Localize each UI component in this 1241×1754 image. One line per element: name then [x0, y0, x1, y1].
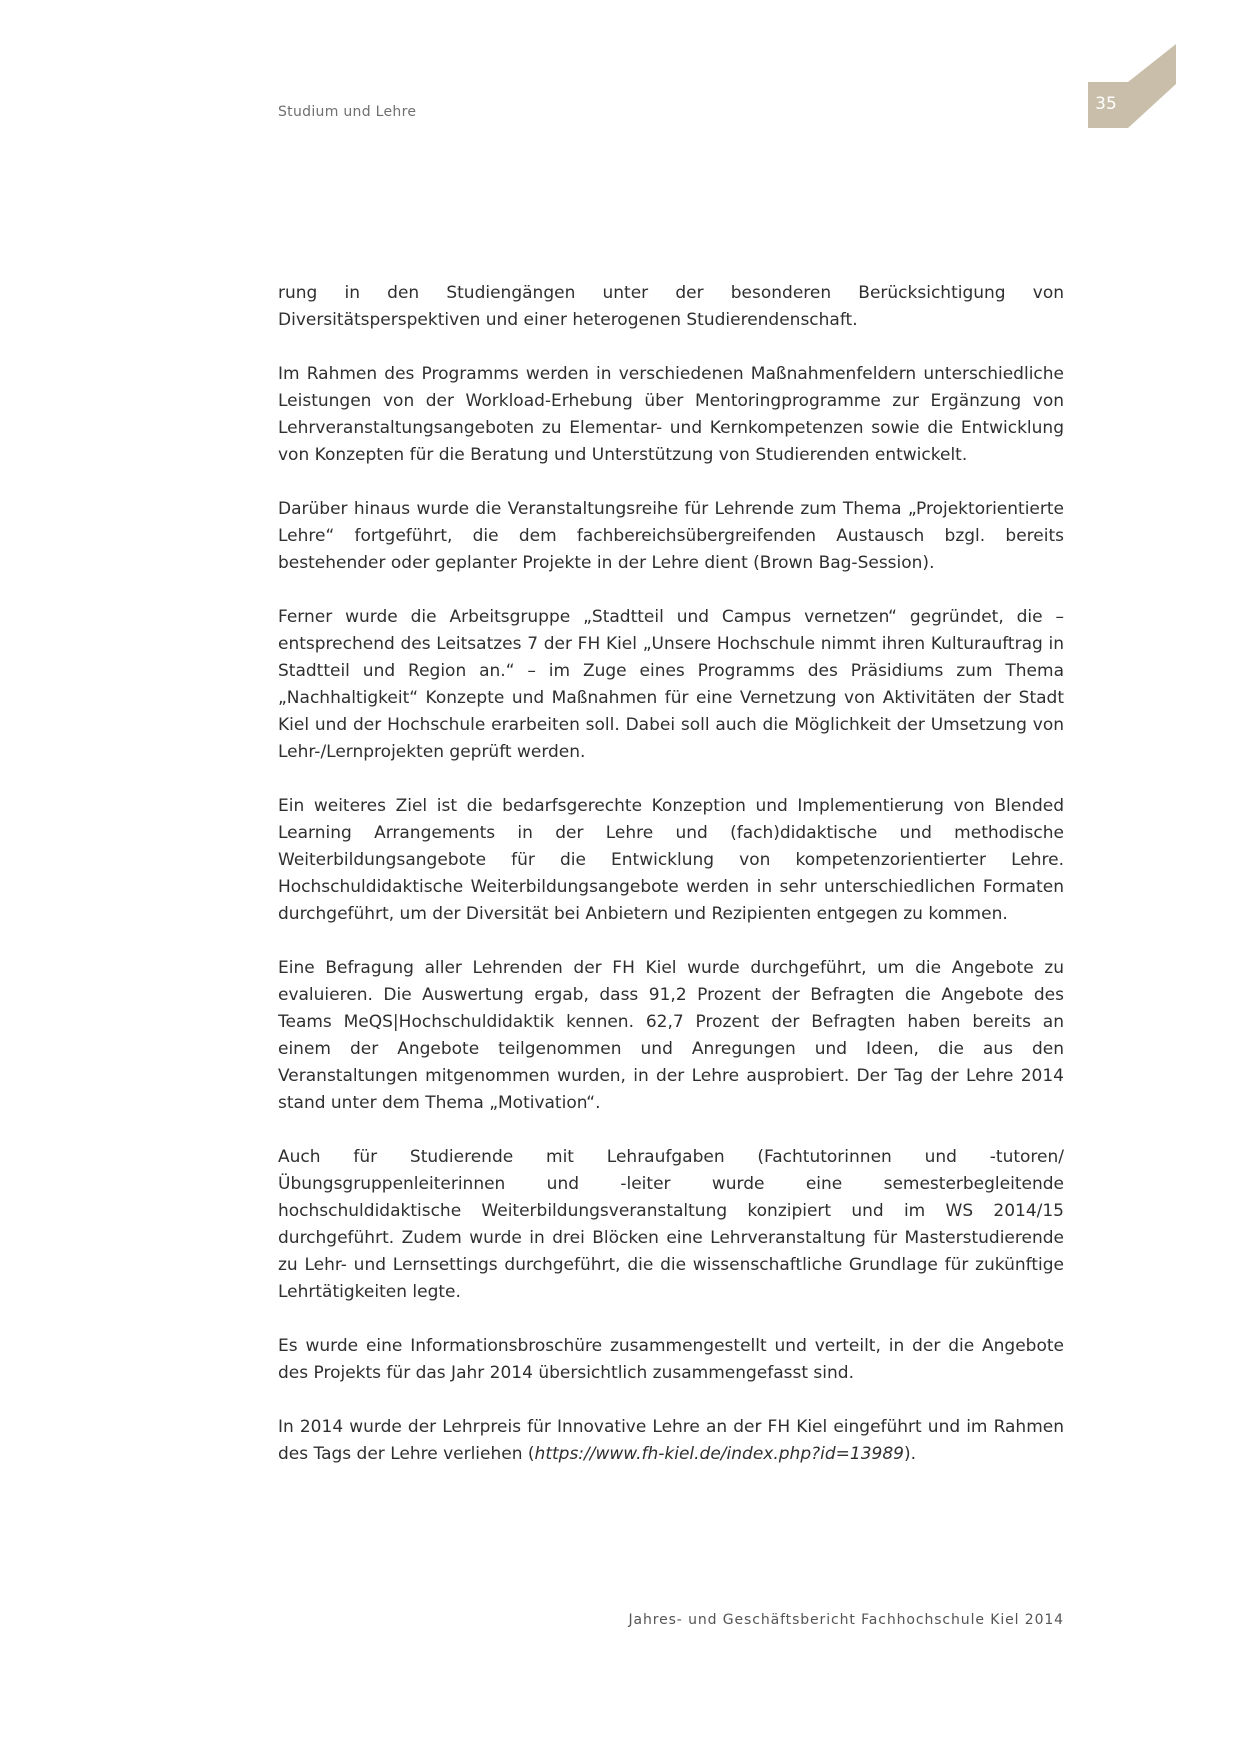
paragraph: rung in den Studiengängen unter der besonderen Berücksichtigung von Diversitätsperspektiven und einer heterogenen Studierendenschaft. — [278, 283, 1064, 330]
url-link[interactable]: https://www.fh-kiel.de/index.php?id=13989 — [534, 1444, 904, 1464]
paragraph: Im Rahmen des Programms werden in verschiedenen Maßnahmenfeldern unterschiedliche Leistungen von der Workload-Erhebung über Mentoringprogramme zur Ergänzung von Lehrveranstaltungsangeboten zu Elementar- und Kernkompetenzen sowie die Entwicklung von Konzepten für die Beratung und Unterstützung von Studierenden entwickelt. — [278, 364, 1064, 465]
paragraph: Darüber hinaus wurde die Veranstaltungsreihe für Lehrende zum Thema „Projektorientierte Lehre“ fortgeführt, die dem fachbereichsübergreifenden Austausch bzgl. bereits bestehender oder geplanter Projekte in der Lehre dient (Brown Bag-Session). — [278, 499, 1064, 573]
paragraph: Ferner wurde die Arbeitsgruppe „Stadtteil und Campus vernetzen“ gegründet, die – entsprechend des Leitsatzes 7 der FH Kiel „Unsere Hochschule nimmt ihren Kulturauftrag in Stadtteil und Region an.“ – im Zuge eines Programms des Präsidiums zum Thema „Nachhaltigkeit“ Konzepte und Maßnahmen für eine Vernetzung von Aktivitäten der Stadt Kiel und der Hochschule erarbeiten soll. Dabei soll auch die Möglichkeit der Umsetzung von Lehr-/Lernprojekten geprüft werden. — [278, 607, 1064, 762]
paragraph-last — [278, 1414, 1064, 1468]
paragraph: Auch für Studierende mit Lehraufgaben (Fachtutorinnen und -tutoren/Übungsgruppenleiterinnen und -leiter wurde eine semesterbegleitende hochschuldidaktische Weiterbildungsveranstaltung konzipiert und im WS 2014/15 durchgeführt. Zudem wurde in drei Blöcken eine Lehrveranstaltung für Masterstudierende zu Lehr- und Lernsettings durchgeführt, die die wissenschaftliche Grundlage für zukünftige Lehrtätigkeiten legte. — [278, 1147, 1064, 1302]
paragraph-text-end: ). — [903, 1444, 917, 1464]
running-head: Studium und Lehre — [278, 104, 417, 120]
body-text — [278, 280, 1064, 1495]
page-corner-badge — [1088, 44, 1176, 128]
page-corner-shape — [1088, 44, 1176, 128]
paragraph: Ein weiteres Ziel ist die bedarfsgerechte Konzeption und Implementierung von Blended Learning Arrangements in der Lehre und (fach)didaktische und methodische Weiterbildungsangebote für die Entwicklung von kompetenzorientierter Lehre. Hochschuldidaktische Weiterbildungsangebote werden in sehr unterschiedlichen Formaten durchgeführt, um der Diversität bei Anbietern und Rezipienten entgegen zu kommen. — [278, 796, 1064, 924]
paragraph-text: In 2014 wurde der Lehrpreis für Innovative Lehre an der FH Kiel eingeführt und im Rahmen des Tags der Lehre verliehen ( — [278, 1417, 1064, 1464]
page-number: 35 — [1095, 94, 1117, 114]
paragraph: Eine Befragung aller Lehrenden der FH Kiel wurde durchgeführt, um die Angebote zu evaluieren. Die Auswertung ergab, dass 91,2 Prozent der Befragten die Angebote des Teams MeQS|Hochschuldidaktik kennen. 62,7 Prozent der Befragten haben bereits an einem der Angebote teilgenommen und Anregungen und Ideen, die aus den Veranstaltungen mitgenommen wurden, in der Lehre ausprobiert. Der Tag der Lehre 2014 stand unter dem Thema „Motivation“. — [278, 958, 1064, 1113]
footer-text: Jahres- und Geschäftsbericht Fachhochschule Kiel 2014 — [628, 1612, 1064, 1628]
paragraph: Es wurde eine Informationsbroschüre zusammengestellt und verteilt, in der die Angebote des Projekts für das Jahr 2014 übersichtlich zusammengefasst sind. — [278, 1336, 1064, 1383]
